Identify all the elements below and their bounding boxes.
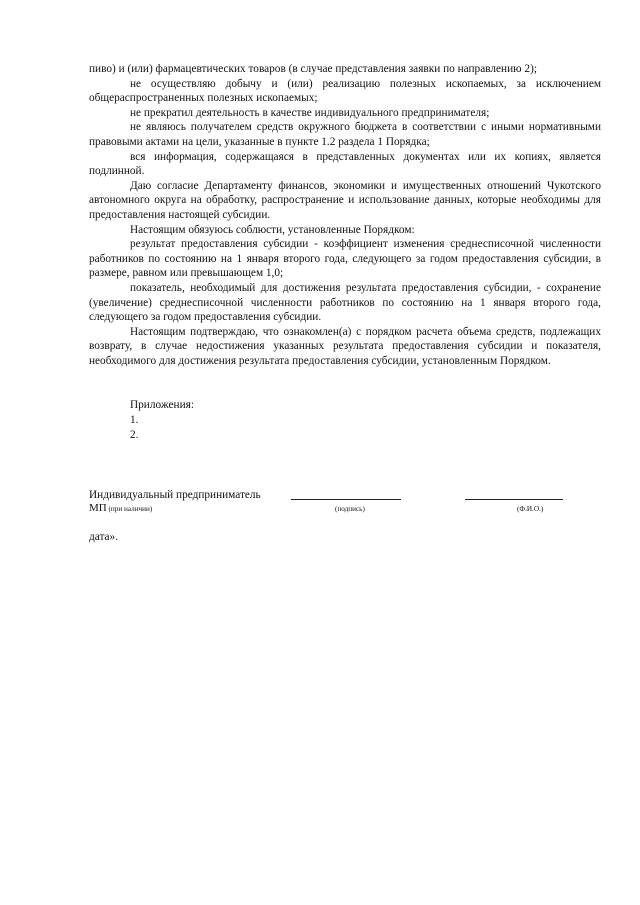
mp-label: МП (89, 502, 107, 514)
attachment-item: 2. (130, 428, 139, 441)
paragraph-continuation: пиво) и (или) фармацевтических товаров (в случае представления заявки по направлению 2); (89, 63, 537, 75)
attachments-title: Приложения: (130, 399, 194, 412)
paragraph-activity: не прекратил деятельность в качестве индивидуального предпринимателя; (130, 106, 490, 119)
attachment-item: 1. (130, 414, 139, 427)
document-body (89, 62, 601, 442)
stamp-caption (89, 503, 152, 514)
paragraph-mining: не осуществляю добычу и (или) реализацию полезных ископаемых, за исключением общераспространенных полезных ископаемых; (89, 77, 601, 105)
paragraph-budget-funds: не являюсь получателем средств окружного бюджета в соответствии с иными нормативными правовыми актами на цели, указанные в пункте 1.2 раздела 1 Порядка; (89, 121, 601, 148)
paragraph-indicator: показатель, необходимый для достижения результата предоставления субсидии, - сохранение (увеличение) среднесписочной численности работников по состоянию на 1 января второго года, следующего за годом предоставления субсидии. (89, 281, 601, 324)
paragraph-consent: Даю согласие Департаменту финансов, экономики и имущественных отношений Чукотского автономного округа на обработку, распространение и использование данных, которые необходимы для предоставления настоящей субсидии. (89, 179, 601, 221)
signature-label: Индивидуальный предприниматель (89, 489, 261, 501)
date-text: дата». (89, 531, 119, 543)
paragraph-obligation: Настоящим обязуюсь соблюсти, установленные Порядком: (130, 223, 415, 236)
signature-line (291, 499, 401, 500)
paragraph-authenticity: вся информация, содержащаяся в представленных документах или их копиях, является подлинной. (89, 150, 601, 178)
signature-caption: (подпись) (335, 505, 365, 513)
attachments-block (89, 398, 601, 442)
paragraph-confirmation: Настоящим подтверждаю, что ознакомлен(а) с порядком расчета объема средств, подлежащих возврату, в случае недостижения указанных результата предоставления субсидии и показателя, необходимого для достижения результата предоставления субсидии, установленным Порядком. (89, 325, 601, 367)
name-line (465, 499, 563, 500)
paragraph-result: результат предоставления субсидии - коэффициент изменения среднесписочной численности работников по состоянию на 1 января второго года, следующего за годом предоставления субсидии, в размере, равном или превышающем 1,0; (89, 238, 601, 280)
name-caption: (Ф.И.О.) (517, 505, 544, 513)
mp-note: (при наличии) (108, 505, 153, 513)
